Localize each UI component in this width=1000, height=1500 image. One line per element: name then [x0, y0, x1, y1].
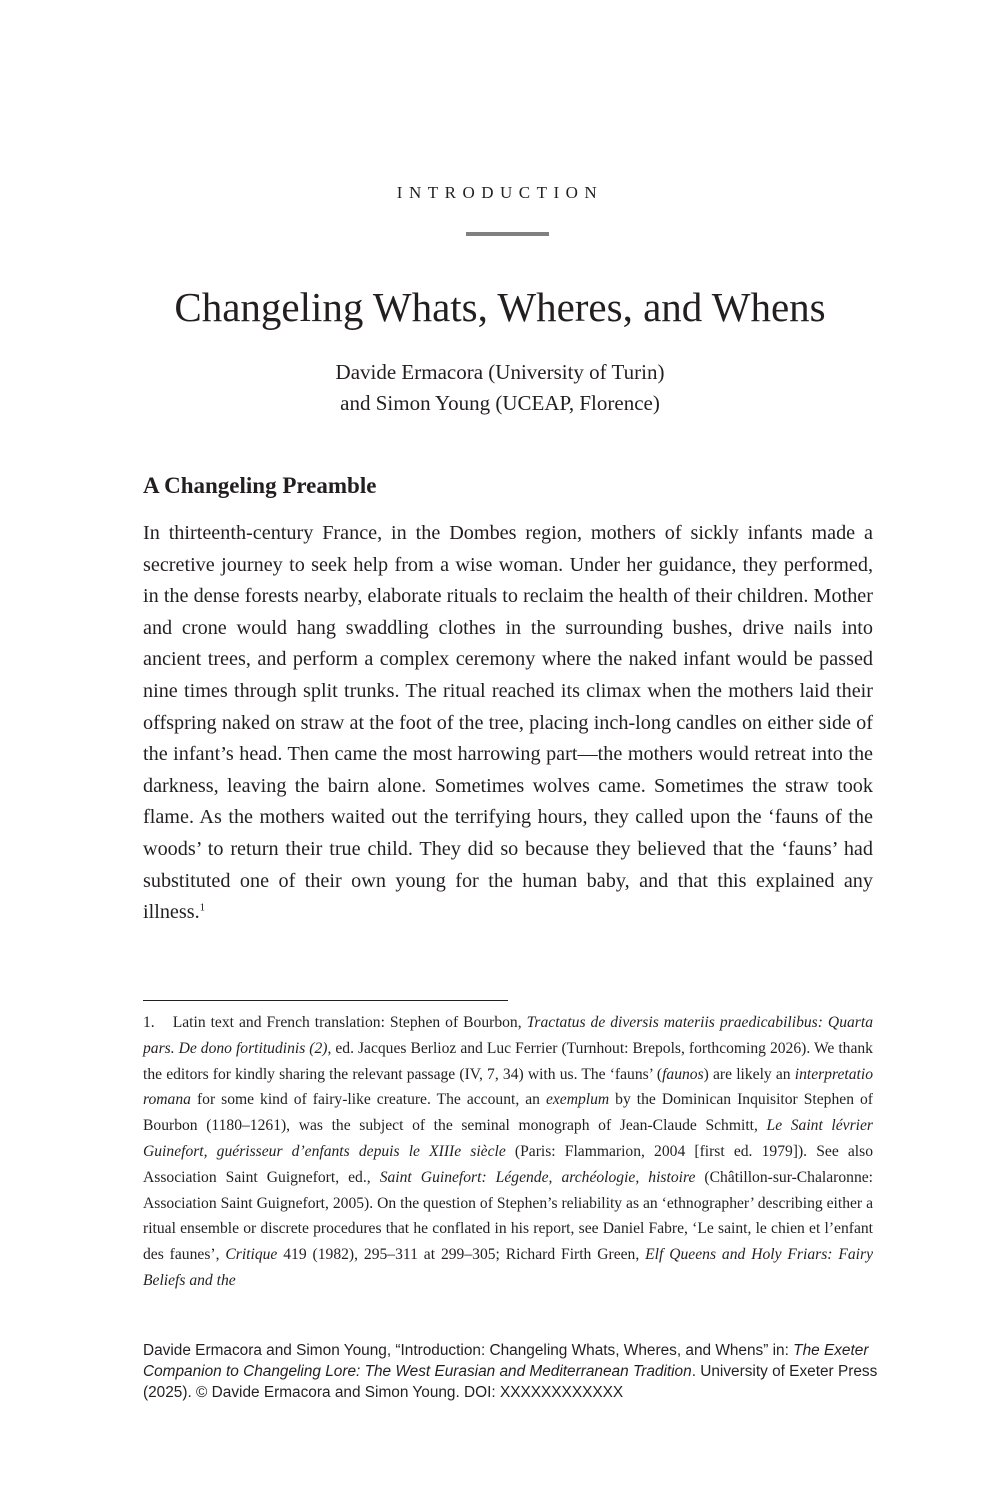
chapter-title: Changeling Whats, Wheres, and Whens: [174, 284, 826, 330]
footnote-italic: exemplum: [545, 1091, 610, 1109]
chapter-authors: [0, 357, 1000, 419]
footnote-text: (Châtillon-sur-Chalaronne: Association Saint Guignefort, 2005). On the question of Stephen’s reliability as an ‘ethnographer’ describing either a ritual ensemble or discrete procedures that he conflated in his report, see Daniel Fabre, ‘Le saint, le chien et l’enfant des faunes’,: [143, 1168, 873, 1264]
footnote-italic: Tractatus de diversis materiis praedicabilibus: Quarta pars. De dono fortitudinis (2): [143, 1014, 873, 1057]
footnote-italic: faunos: [662, 1065, 704, 1083]
section-heading: A Changeling Preamble: [143, 473, 377, 498]
chapter-kicker: INTRODUCTION: [396, 183, 604, 202]
footnote-text: ) are likely an: [703, 1065, 795, 1083]
footnote-text: Latin text and French translation: Stephen of Bourbon,: [172, 1014, 527, 1031]
citation-note: [143, 1340, 878, 1403]
citation-book-title: The Exeter Companion to Changeling Lore: The West Eurasian and Mediterranean Tradition: [143, 1342, 869, 1380]
footnote-reference[interactable]: 1: [199, 901, 206, 914]
author-line: and Simon Young (UCEAP, Florence): [340, 391, 660, 415]
footnote-text: for some kind of fairy-like creature. The account, an: [190, 1091, 546, 1109]
kicker-rule: [466, 232, 549, 236]
body-paragraph: [143, 518, 873, 929]
footnote-italic: Elf Queens and Holy Friars: Fairy Beliefs and the: [143, 1246, 873, 1289]
footnote-italic: Critique: [225, 1246, 278, 1264]
paragraph-text: In thirteenth-century France, in the Dombes region, mothers of sickly infants made a secretive journey to seek help from a wise woman. Under her guidance, they performed, in the dense forests nearby, elaborate rituals to reclaim the health of their children. Mother and crone would hang swaddling clothes in the surrounding bushes, drive nails into ancient trees, and perform a complex ceremony where the naked infant would be passed nine times through split trunks. The ritual reached its climax when the mothers laid their offspring naked on straw at the foot of the tree, placing inch-long candles on either side of the infant’s head. Then came the most harrowing part—the mothers would retreat into the darkness, leaving the bairn alone. Sometimes wolves came. Sometimes the straw took flame. As the mothers waited out the terrifying hours, they called upon the ‘fauns of the woods’ to return their true child. They did so because they believed that the ‘fauns’ had substituted one of their own young for the human baby, and that this explained any illness.: [143, 522, 873, 924]
author-line: Davide Ermacora (University of Turin): [335, 360, 665, 384]
footnote-separator: [143, 1000, 508, 1001]
footnote-text: by the Dominican Inquisitor Stephen of Bourbon (1180–1261), was the subject of the seminal monograph of Jean-Claude Schmitt,: [143, 1091, 873, 1135]
footnote-number: 1.: [143, 1014, 155, 1031]
footnote-text: (Paris: Flammarion, 2004 [first ed. 1979]). See also Association Saint Guignefort, ed.,: [143, 1142, 873, 1186]
footnote-text: 419 (1982), 295–311 at 299–305; Richard Firth Green,: [277, 1246, 646, 1264]
footnote-text: , ed. Jacques Berlioz and Luc Ferrier (Turnhout: Brepols, forthcoming 2026). We thank the editors for kindly sharing the relevant passage (IV, 7, 34) with us. The ‘fauns’ (: [143, 1039, 873, 1083]
footnote: [143, 1010, 873, 1294]
footnote-italic: Saint Guinefort: Légende, archéologie, histoire: [379, 1168, 696, 1186]
footnote-italic: interpretatio romana: [143, 1065, 873, 1109]
citation-text: . University of Exeter Press (2025). © Davide Ermacora and Simon Young. DOI: XXXXXXXXXXXX: [143, 1363, 878, 1401]
citation-text: Davide Ermacora and Simon Young, “Introduction: Changeling Whats, Wheres, and Whens” in:: [143, 1342, 794, 1359]
footnote-italic: Le Saint lévrier Guinefort, guérisseur d’enfants depuis le XIIIe siècle: [143, 1117, 873, 1160]
